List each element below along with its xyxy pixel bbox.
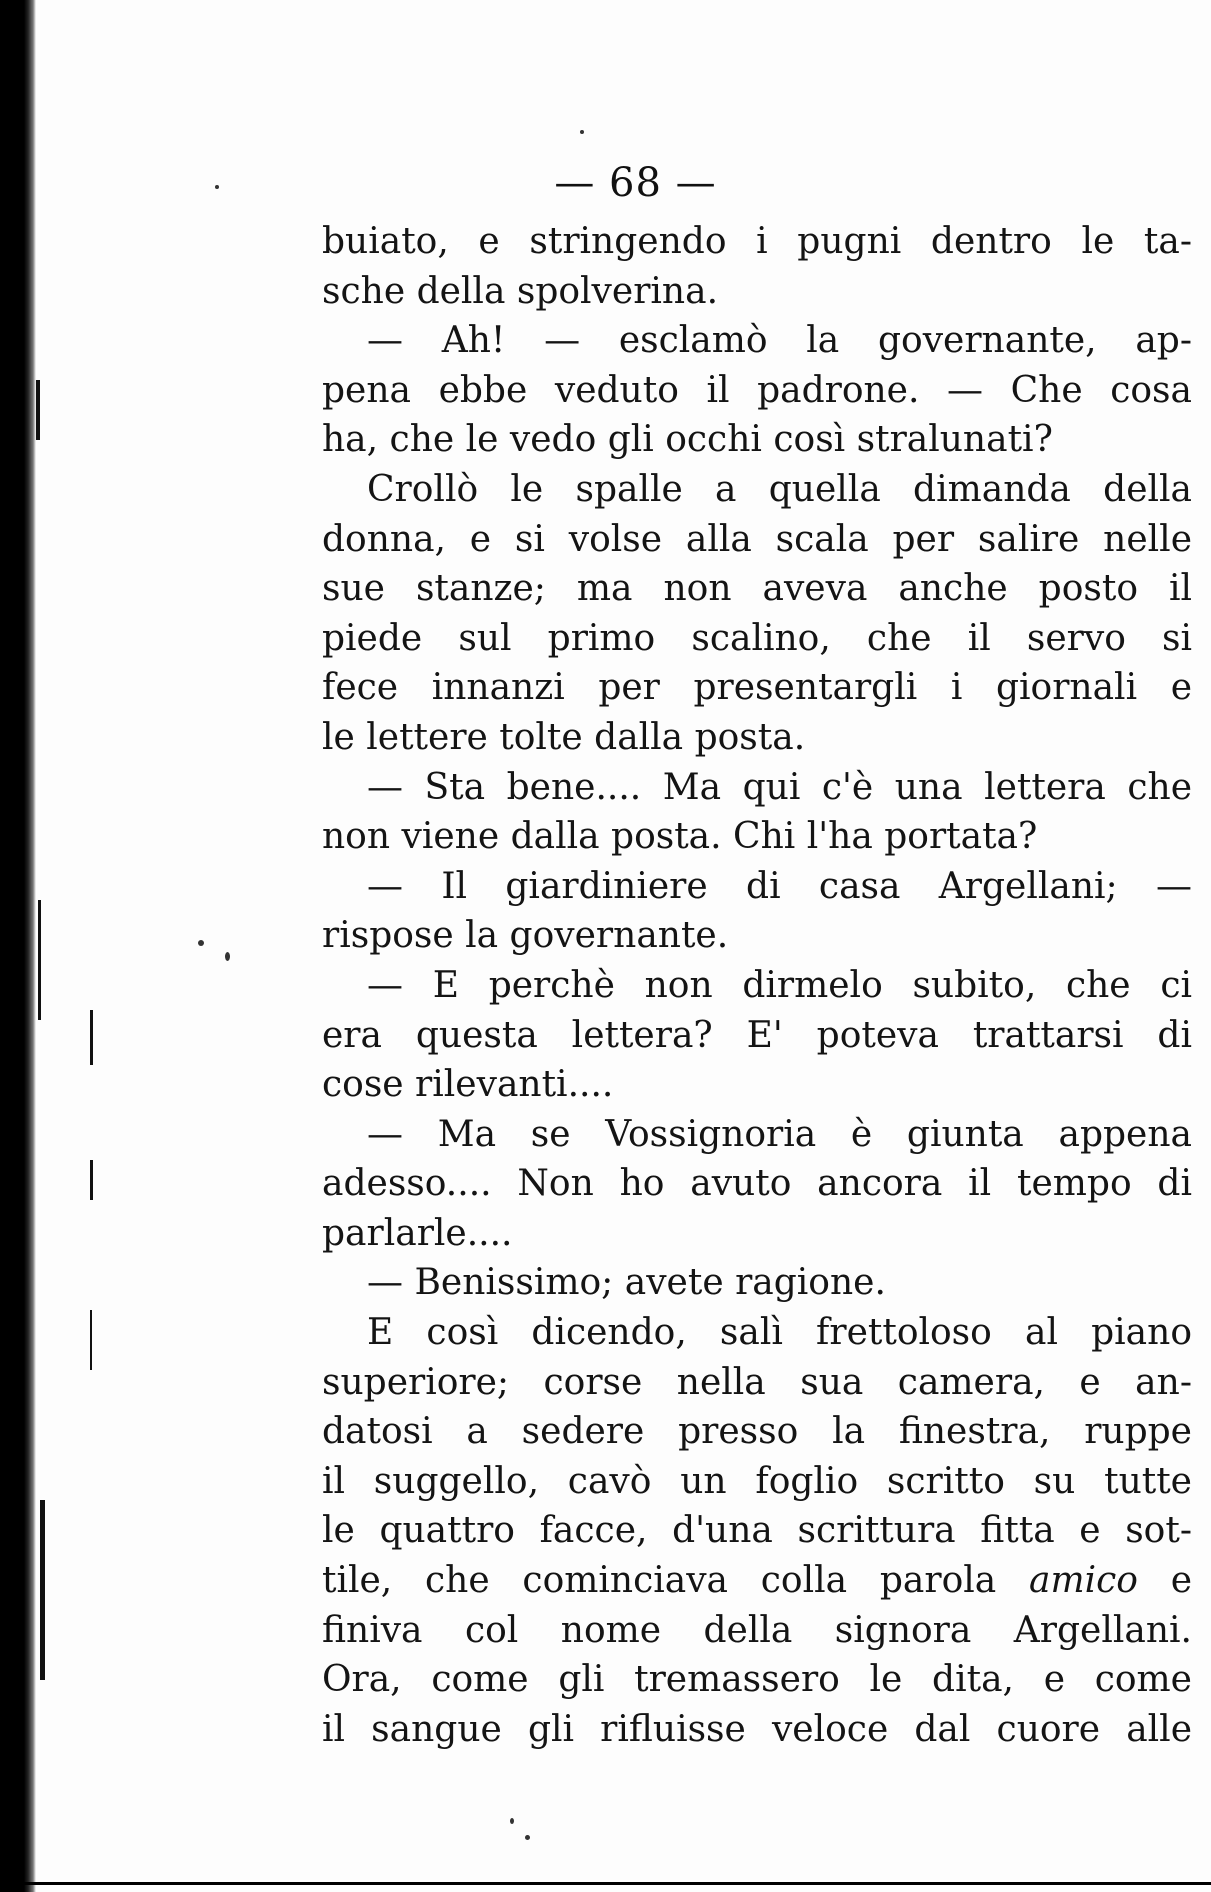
text-line: — Benissimo; avete ragione. bbox=[367, 1262, 886, 1304]
print-speck bbox=[525, 1835, 530, 1840]
text-line: le quattro facce, d'una scrittura fitta e sot- bbox=[322, 1510, 1192, 1552]
spine-mark bbox=[90, 1010, 93, 1065]
text-line: piede sul primo scalino, che il servo si bbox=[322, 617, 1192, 659]
spine-mark bbox=[36, 380, 40, 440]
text-line: — E perchè non dirmelo subito, che ci bbox=[367, 964, 1192, 1006]
text-line: rispose la governante. bbox=[322, 915, 729, 957]
text-line: sue stanze; ma non aveva anche posto il bbox=[322, 568, 1192, 610]
book-spine-shadow bbox=[0, 0, 36, 1892]
text-line: datosi a sedere presso la finestra, ruppe bbox=[322, 1411, 1192, 1453]
text-segment: tile, che cominciava colla parola bbox=[322, 1560, 1029, 1602]
text-line: sche della spolverina. bbox=[322, 270, 719, 312]
spine-mark bbox=[40, 1500, 45, 1680]
italic-word: amico bbox=[1028, 1560, 1138, 1602]
text-line: ha, che le vedo gli occhi così stralunati? bbox=[322, 419, 1053, 461]
text-line: — Ma se Vossignoria è giunta appena bbox=[367, 1113, 1192, 1155]
spine-mark bbox=[38, 900, 41, 1020]
text-line: non viene dalla posta. Chi l'ha portata? bbox=[322, 816, 1038, 858]
text-line: il suggello, cavò un foglio scritto su tutte bbox=[322, 1460, 1192, 1502]
body-text bbox=[322, 217, 1192, 1754]
text-line: le lettere tolte dalla posta. bbox=[322, 716, 806, 758]
print-speck bbox=[580, 130, 584, 134]
print-speck bbox=[198, 940, 204, 946]
print-speck bbox=[225, 952, 230, 961]
spine-mark bbox=[90, 1160, 93, 1200]
text-line: finiva col nome della signora Argellani. bbox=[322, 1609, 1192, 1651]
text-line: parlarle.... bbox=[322, 1212, 513, 1254]
text-line: fece innanzi per presentargli i giornali e bbox=[322, 667, 1192, 709]
print-speck bbox=[510, 1818, 514, 1824]
page-bottom-edge bbox=[0, 1882, 1211, 1885]
text-line: superiore; corse nella sua camera, e an- bbox=[322, 1361, 1192, 1403]
text-line: adesso.... Non ho avuto ancora il tempo di bbox=[322, 1163, 1192, 1205]
page-number: — 68 — bbox=[554, 160, 717, 206]
text-line: era questa lettera? E' poteva trattarsi di bbox=[322, 1014, 1192, 1056]
text-line: E così dicendo, salì frettoloso al piano bbox=[367, 1312, 1192, 1354]
text-line: Ora, come gli tremassero le dita, e come bbox=[322, 1659, 1192, 1701]
text-line: — Ah! — esclamò la governante, ap- bbox=[367, 320, 1192, 362]
text-segment: e bbox=[1137, 1560, 1192, 1602]
spine-mark bbox=[90, 1310, 92, 1370]
text-line: buiato, e stringendo i pugni dentro le ta- bbox=[322, 221, 1192, 262]
text-line: donna, e si volse alla scala per salire nelle bbox=[322, 518, 1192, 560]
text-line: — Sta bene.... Ma qui c'è una lettera che bbox=[367, 766, 1192, 808]
text-line: cose rilevanti.... bbox=[322, 1064, 614, 1106]
text-line: — Il giardiniere di casa Argellani; — bbox=[367, 865, 1192, 907]
text-line bbox=[322, 1556, 1192, 1606]
text-line: Crollò le spalle a quella dimanda della bbox=[367, 468, 1192, 510]
text-line: pena ebbe veduto il padrone. — Che cosa bbox=[322, 369, 1192, 411]
text-line: il sangue gli rifluisse veloce dal cuore alle bbox=[322, 1708, 1192, 1750]
